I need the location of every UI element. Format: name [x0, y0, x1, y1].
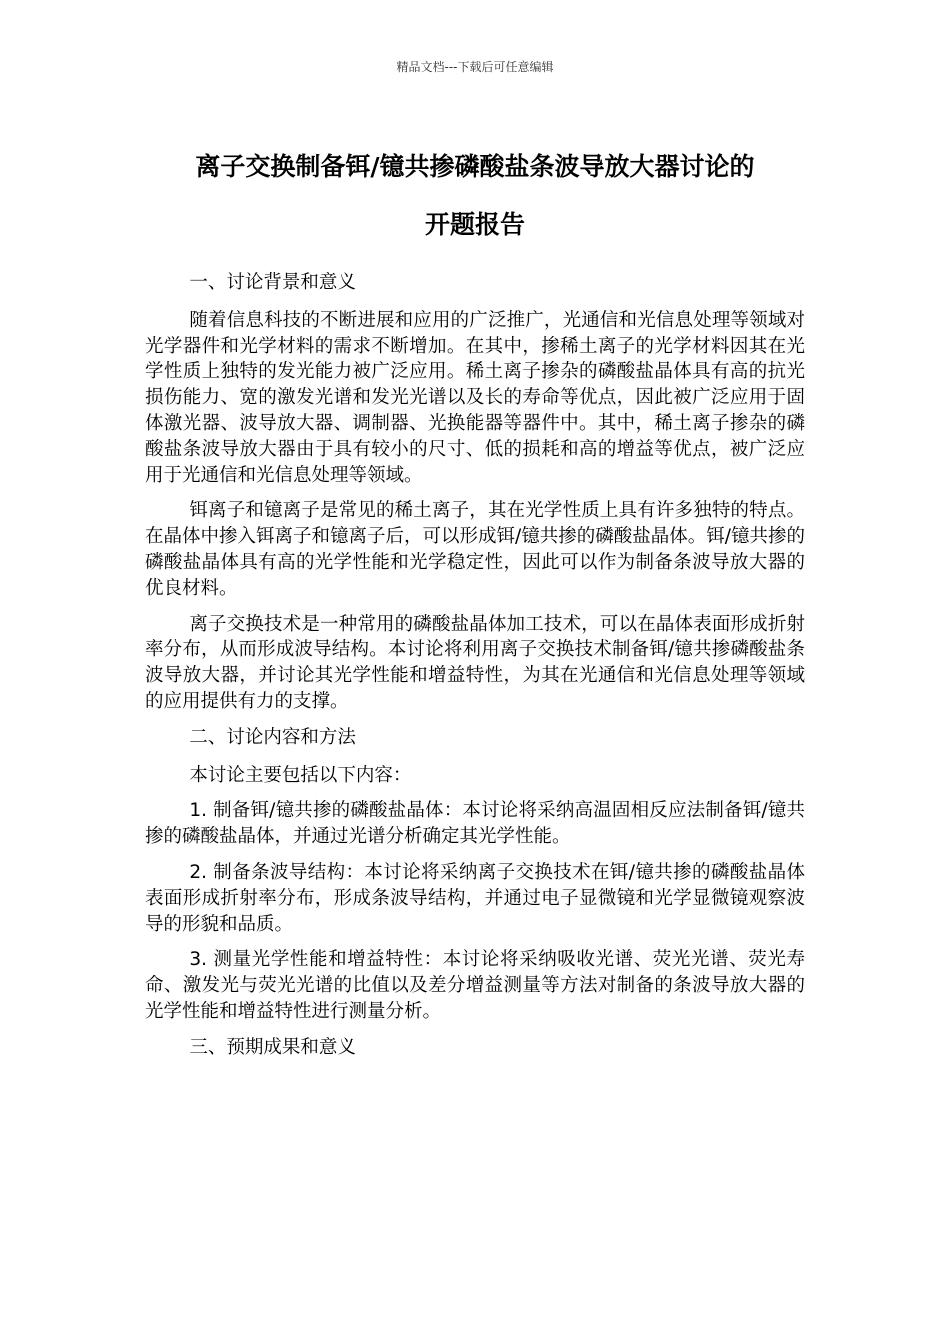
section-heading: 三、预期成果和意义 [189, 1036, 356, 1058]
document-body [145, 270, 805, 1073]
list-item: 2. 制备条波导结构：本讨论将采纳离子交换技术在铒/镱共掺的磷酸盐晶体表面形成折射率分布，形成条波导结构，并通过电子显微镜和光学显微镜观察波导的形貌和品质。 [145, 861, 805, 935]
title-line-2: 开题报告 [424, 210, 525, 239]
paragraph: 铒离子和镱离子是常见的稀土离子，其在光学性质上具有许多独特的特点。在晶体中掺入铒离子和镱离子后，可以形成铒/镱共掺的磷酸盐晶体。铒/镱共掺的磷酸盐晶体具有高的光学性能和光学稳定性，因此可以作为制备条波导放大器的优良材料。 [145, 500, 805, 599]
section-heading: 二、讨论内容和方法 [189, 726, 356, 748]
section-heading: 一、讨论背景和意义 [189, 272, 356, 293]
document-title [145, 138, 805, 254]
paragraph: 本讨论主要包括以下内容： [189, 764, 412, 786]
paragraph: 随着信息科技的不断进展和应用的广泛推广，光通信和光信息处理等领域对光学器件和光学材料的需求不断增加。在其中，掺稀土离子的光学材料因其在光学性质上独特的发光能力被广泛应用。稀土离子掺杂的磷酸盐晶体具有高的抗光损伤能力、宽的激发光谱和发光光谱以及长的寿命等优点，因此被广泛应用于固体激光器、波导放大器、调制器、光换能器等器件中。其中，稀土离子掺杂的磷酸盐条波导放大器由于具有较小的尺寸、低的损耗和高的增益等优点，被广泛应用于光通信和光信息处理等领域。 [145, 309, 805, 486]
list-item: 3. 测量光学性能和增益特性：本讨论将采纳吸收光谱、荧光光谱、荧光寿命、激发光与荧光光谱的比值以及差分增益测量等方法对制备的条波导放大器的光学性能和增益特性进行测量分析。 [145, 949, 805, 1022]
paragraph: 离子交换技术是一种常用的磷酸盐晶体加工技术，可以在晶体表面形成折射率分布，从而形成波导结构。本讨论将利用离子交换技术制备铒/镱共掺磷酸盐条波导放大器，并讨论其光学性能和增益特性，为其在光通信和光信息处理等领域的应用提供有力的支撑。 [145, 613, 805, 712]
title-line-1: 离子交换制备铒/镱共掺磷酸盐条波导放大器讨论的 [195, 152, 755, 181]
list-item: 1. 制备铒/镱共掺的磷酸盐晶体：本讨论将采纳高温固相反应法制备铒/镱共掺的磷酸盐晶体，并通过光谱分析确定其光学性能。 [145, 800, 805, 848]
header-note: 精品文档---下载后可任意编辑 [396, 60, 554, 74]
